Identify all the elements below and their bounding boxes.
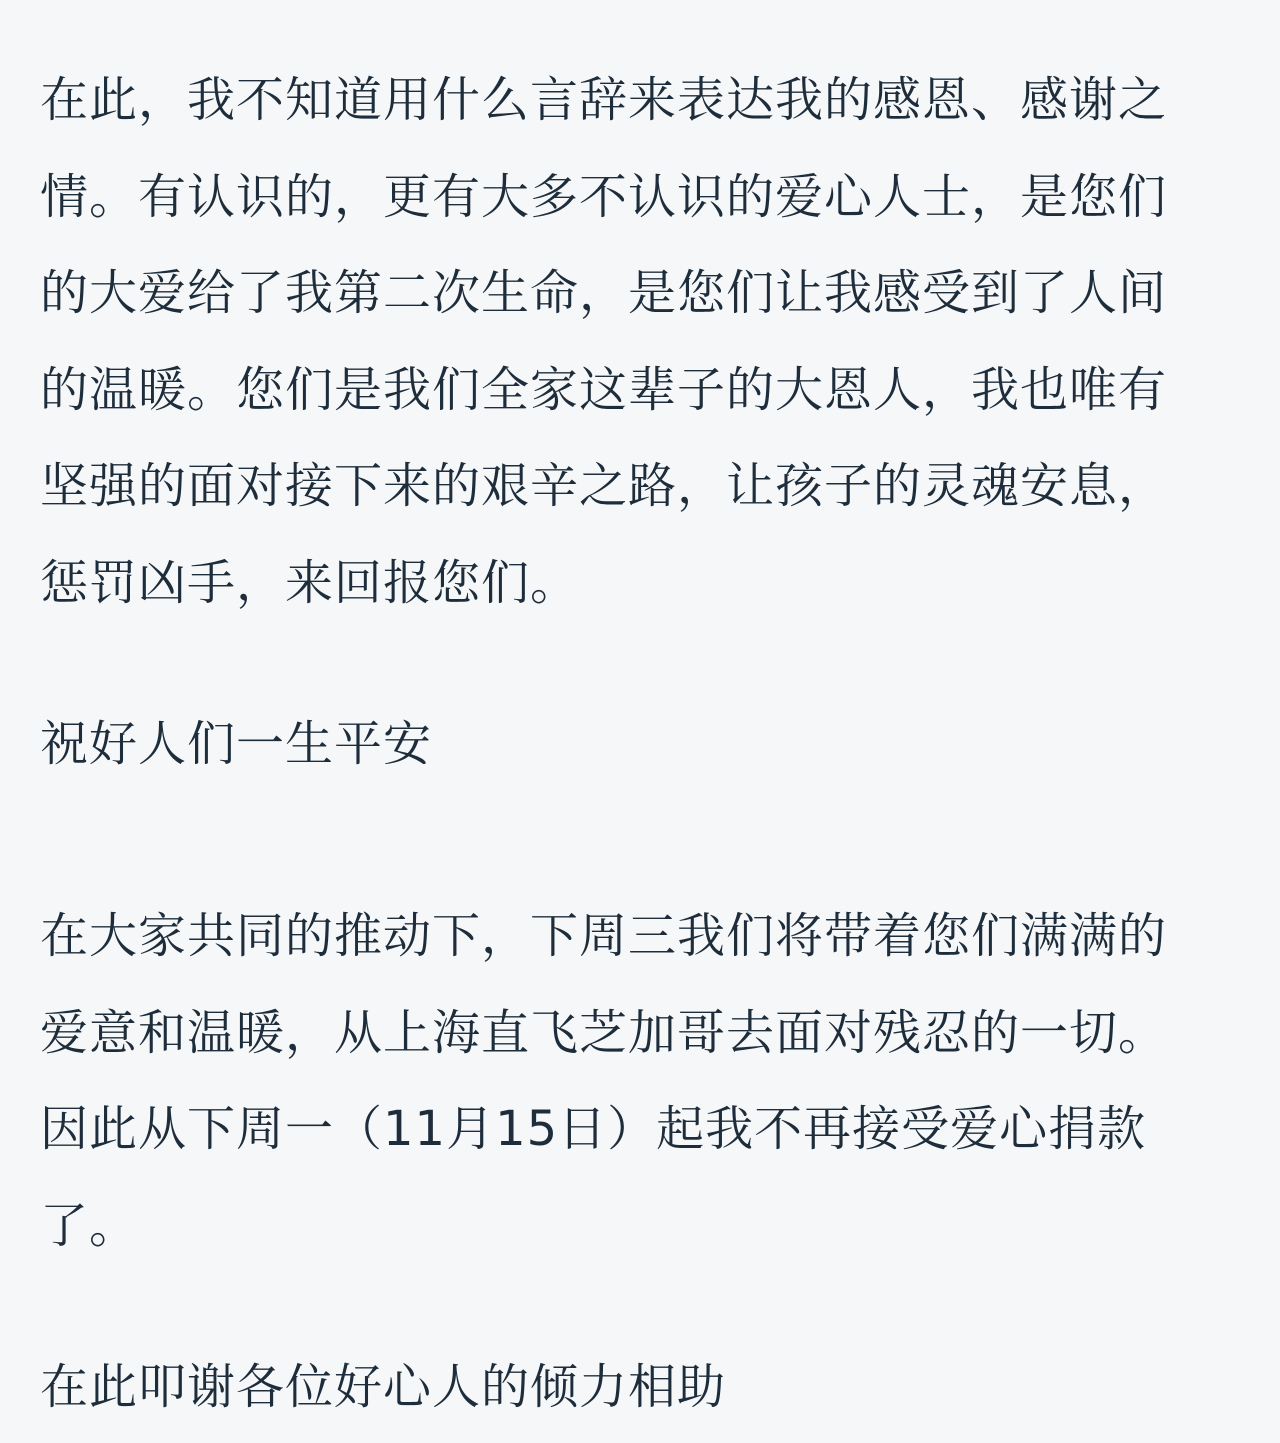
paragraph-gratitude: 在此，我不知道用什么言辞来表达我的感恩、感谢之情。有认识的，更有大多不认识的爱心人士，是您们的大爱给了我第二次生命，是您们让我感受到了人间的温暖。您们是我们全家这辈子的大恩人，我也唯有坚强的面对接下来的艰辛之路，让孩子的灵魂安息，惩罚凶手，来回报您们。 bbox=[40, 72, 1168, 611]
paragraph-announcement: 在大家共同的推动下，下周三我们将带着您们满满的爱意和温暖，从上海直飞芝加哥去面对残忍的一切。因此从下周一（11月15日）起我不再接受爱心捐款了。 bbox=[40, 908, 1168, 1254]
paragraph-spacer bbox=[40, 1274, 1200, 1339]
paragraph-blessing: 祝好人们一生平安 bbox=[40, 716, 433, 772]
paragraph-thanks: 在此叩谢各位好心人的倾力相助 bbox=[40, 1359, 727, 1415]
paragraph-spacer bbox=[40, 631, 1200, 696]
paragraph-spacer bbox=[40, 792, 1200, 888]
article-body bbox=[40, 52, 1200, 1435]
